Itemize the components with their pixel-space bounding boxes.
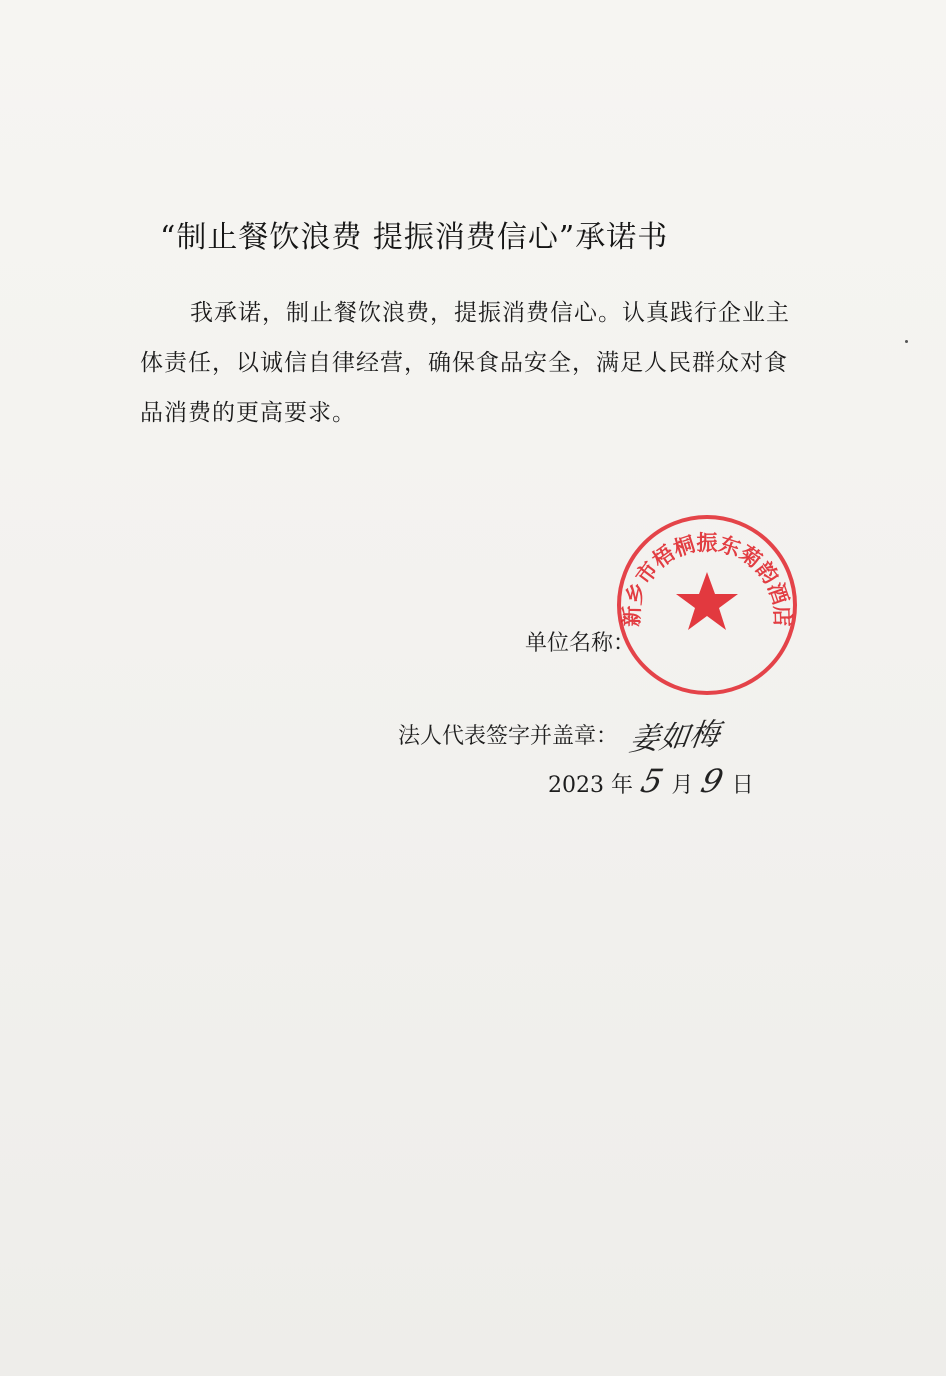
legal-rep-label: 法人代表签字并盖章： (398, 724, 619, 749)
commitment-body: 我承诺，制止餐饮浪费，提振消费信心。认真践行企业主体责任，以诚信自律经营，确保食品安全，满足人民群众对食品消费的更高要求。 (140, 300, 790, 426)
paper-speck (905, 340, 908, 343)
date-day: 9 (697, 762, 728, 800)
date-month-suffix: 月 (671, 773, 694, 798)
seal-text: 新乡市梧桐振东菊韵酒店 (618, 530, 796, 627)
handwritten-signature: 姜如梅 (627, 716, 722, 759)
date-year-suffix: 年 (611, 773, 634, 798)
date-year: 2023 (548, 773, 604, 798)
date-day-suffix: 日 (731, 773, 754, 798)
document-title: “制止餐饮浪费 提振消费信心”承诺书 (160, 220, 669, 255)
unit-name-label: 单位名称： (525, 631, 636, 656)
date-month: 5 (637, 762, 668, 800)
seal-star-icon (676, 572, 738, 630)
company-seal-stamp (612, 510, 802, 700)
signing-date (548, 762, 754, 800)
